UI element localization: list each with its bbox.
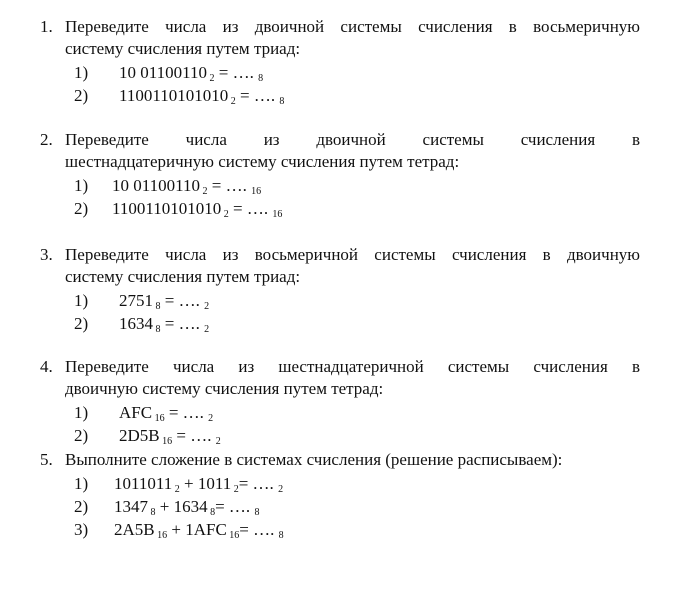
cropped-heading-fragment (245, 0, 415, 3)
item-expression: 2751 $_8$ = …. $_2$ (119, 291, 210, 312)
item-number: 1) (74, 63, 89, 82)
item-number: 2) (74, 86, 89, 105)
task-number: 2. (40, 130, 53, 149)
list-item (74, 519, 640, 542)
task-text-line-2: двоичную систему счисления путем тетрад: (65, 379, 384, 398)
list-item (74, 85, 640, 108)
list-item (74, 473, 640, 496)
list-item (74, 290, 640, 313)
item-expression: 1100110101010 $_2$ = …. $_{16}$ (112, 199, 283, 220)
list-item (74, 496, 640, 519)
item-expression: 10 01100110 $_2$ = …. $_{16}$ (112, 176, 262, 197)
item-expression: 1634 $_8$ = …. $_2$ (119, 314, 210, 335)
list-item (74, 425, 640, 448)
list-item (74, 175, 640, 198)
task-text-line-2: шестнадцатеричную систему счисления путем тетрад: (65, 152, 460, 171)
item-expression: 2D5B $_{16}$ = …. $_2$ (119, 426, 221, 447)
task-text-line-2: систему счисления путем триад: (65, 39, 301, 58)
task-number: 1. (40, 17, 53, 36)
task-text-line-1: Переведите числа из восьмеричной системы счисления в двоичную (65, 245, 640, 264)
item-number: 1) (74, 474, 89, 493)
item-expression: 10 01100110 $_2$ = …. $_8$ (119, 63, 264, 84)
task-text-line-1: Выполните сложение в системах счисления (решение расписываем): (65, 450, 563, 469)
item-expression: 1100110101010 $_2$ = …. $_8$ (119, 86, 285, 107)
item-expression: AFC $_{16}$ = …. $_2$ (119, 403, 214, 424)
task-number: 4. (40, 357, 53, 376)
task-text-line-1: Переведите числа из двоичной системы счисления в (65, 130, 640, 149)
task-text-line-1: Переведите числа из шестнадцатеричной системы счисления в (65, 357, 640, 376)
list-item (74, 198, 640, 221)
task-text-line-2: систему счисления путем триад: (65, 267, 301, 286)
task-3 (40, 244, 640, 336)
item-expression: 1011011 $_2$ + 1011 $_2$= …. $_2$ (114, 474, 284, 495)
list-item (74, 62, 640, 85)
item-expression: 1347 $_8$ + 1634 $_8$= …. $_8$ (114, 497, 260, 518)
list-item (74, 402, 640, 425)
task-text-line-1: Переведите числа из двоичной системы счисления в восьмеричную (65, 17, 640, 36)
task-number: 5. (40, 450, 53, 469)
item-number: 2) (74, 426, 89, 445)
item-expression: 2A5B $_{16}$ + 1AFC $_{16}$= …. $_8$ (114, 520, 284, 541)
item-number: 2) (74, 199, 89, 218)
item-number: 1) (74, 291, 89, 310)
task-number: 3. (40, 245, 53, 264)
item-number: 3) (74, 520, 89, 539)
task-2 (40, 129, 640, 221)
task-4 (40, 356, 640, 448)
item-number: 2) (74, 497, 89, 516)
task-5 (40, 449, 640, 542)
item-number: 1) (74, 176, 89, 195)
item-number: 1) (74, 403, 89, 422)
list-item (74, 313, 640, 336)
item-number: 2) (74, 314, 89, 333)
task-1 (40, 16, 640, 108)
